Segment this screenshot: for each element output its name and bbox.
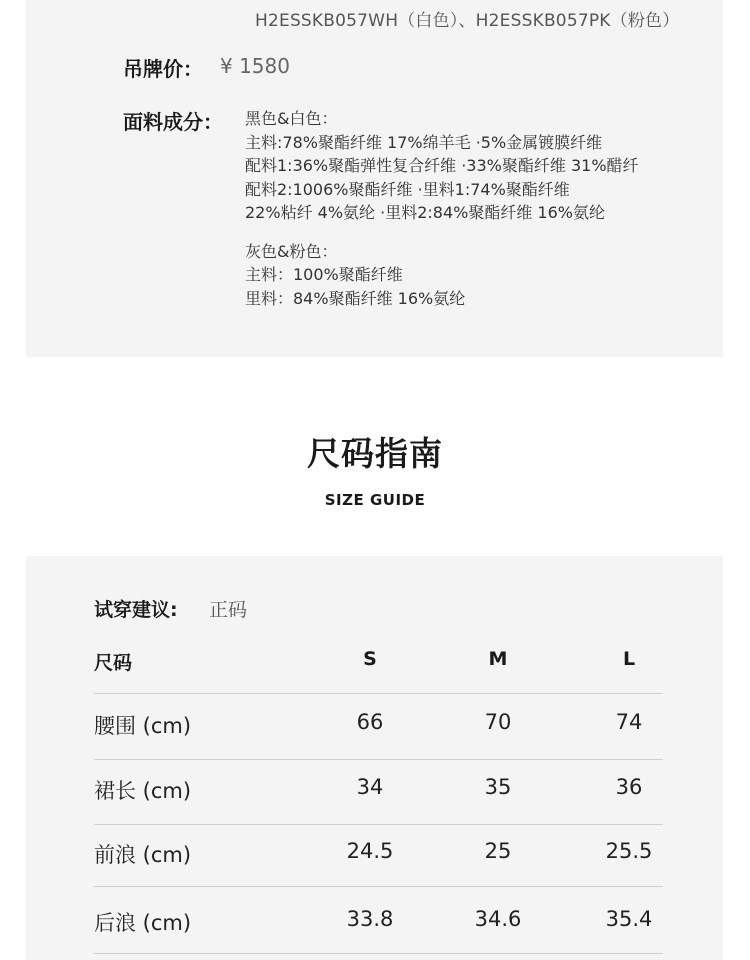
fabric-label: 面料成分： [123, 110, 223, 134]
size-column-m: M [488, 648, 508, 670]
table-cell: 33.8 [346, 907, 394, 931]
fabric-line: 配料1:36%聚酯弹性复合纤维 ·33%聚酯纤维 31%醋纤 [245, 156, 639, 175]
table-divider [94, 759, 663, 760]
table-cell: 34 [356, 775, 384, 799]
table-row-label: 后浪 (cm) [94, 911, 192, 935]
table-divider [94, 953, 663, 954]
table-cell: 25 [484, 839, 512, 863]
fabric-group-spacer [245, 225, 639, 240]
table-row-label: 前浪 (cm) [94, 843, 192, 867]
fabric-composition [245, 107, 639, 310]
table-cell: 24.5 [346, 839, 394, 863]
table-cell: 74 [615, 710, 643, 734]
fabric-line: 配料2:1006%聚酯纤维 ·里料1:74%聚酯纤维 [245, 179, 570, 199]
table-row-label: 裙长 (cm) [94, 779, 192, 803]
fit-advice-label: 试穿建议: [94, 599, 178, 621]
table-row-label: 腰围 (cm) [94, 714, 192, 738]
fabric-group-heading: 灰色&粉色： [245, 241, 338, 261]
fabric-line: 主料：100%聚酯纤维 [245, 265, 403, 284]
fabric-line: 22%粘纤 4%氨纶 ·里料2:84%聚酯纤维 16%氨纶 [245, 203, 605, 222]
table-cell: 25.5 [605, 839, 653, 863]
table-cell: 66 [356, 710, 384, 734]
size-column-s: S [363, 648, 377, 670]
table-cell: 34.6 [474, 907, 522, 931]
price-value: ¥ 1580 [220, 54, 290, 78]
table-divider [94, 824, 663, 825]
table-divider [94, 693, 663, 694]
table-cell: 35 [484, 775, 512, 799]
table-cell: 70 [484, 710, 512, 734]
table-cell: 35.4 [605, 907, 653, 931]
table-cell: 36 [615, 775, 643, 799]
price-label: 吊牌价： [123, 57, 203, 81]
size-guide-title: 尺码指南 [307, 434, 443, 473]
fabric-group-heading: 黑色&白色： [245, 109, 338, 128]
size-column-l: L [622, 648, 636, 670]
fabric-line: 里料：84%聚酯纤维 16%氨纶 [245, 288, 466, 308]
size-table-header-label: 尺码 [94, 652, 133, 674]
product-code-line: H2ESSKB057WH（白色）、H2ESSKB057PK（粉色） [255, 11, 680, 31]
size-guide-subtitle: SIZE GUIDE [324, 491, 426, 509]
fabric-line: 主料:78%聚酯纤维 17%绵羊毛 ·5%金属镀膜纤维 [245, 132, 603, 152]
fit-advice-value: 正码 [209, 599, 248, 621]
table-divider [94, 886, 663, 887]
